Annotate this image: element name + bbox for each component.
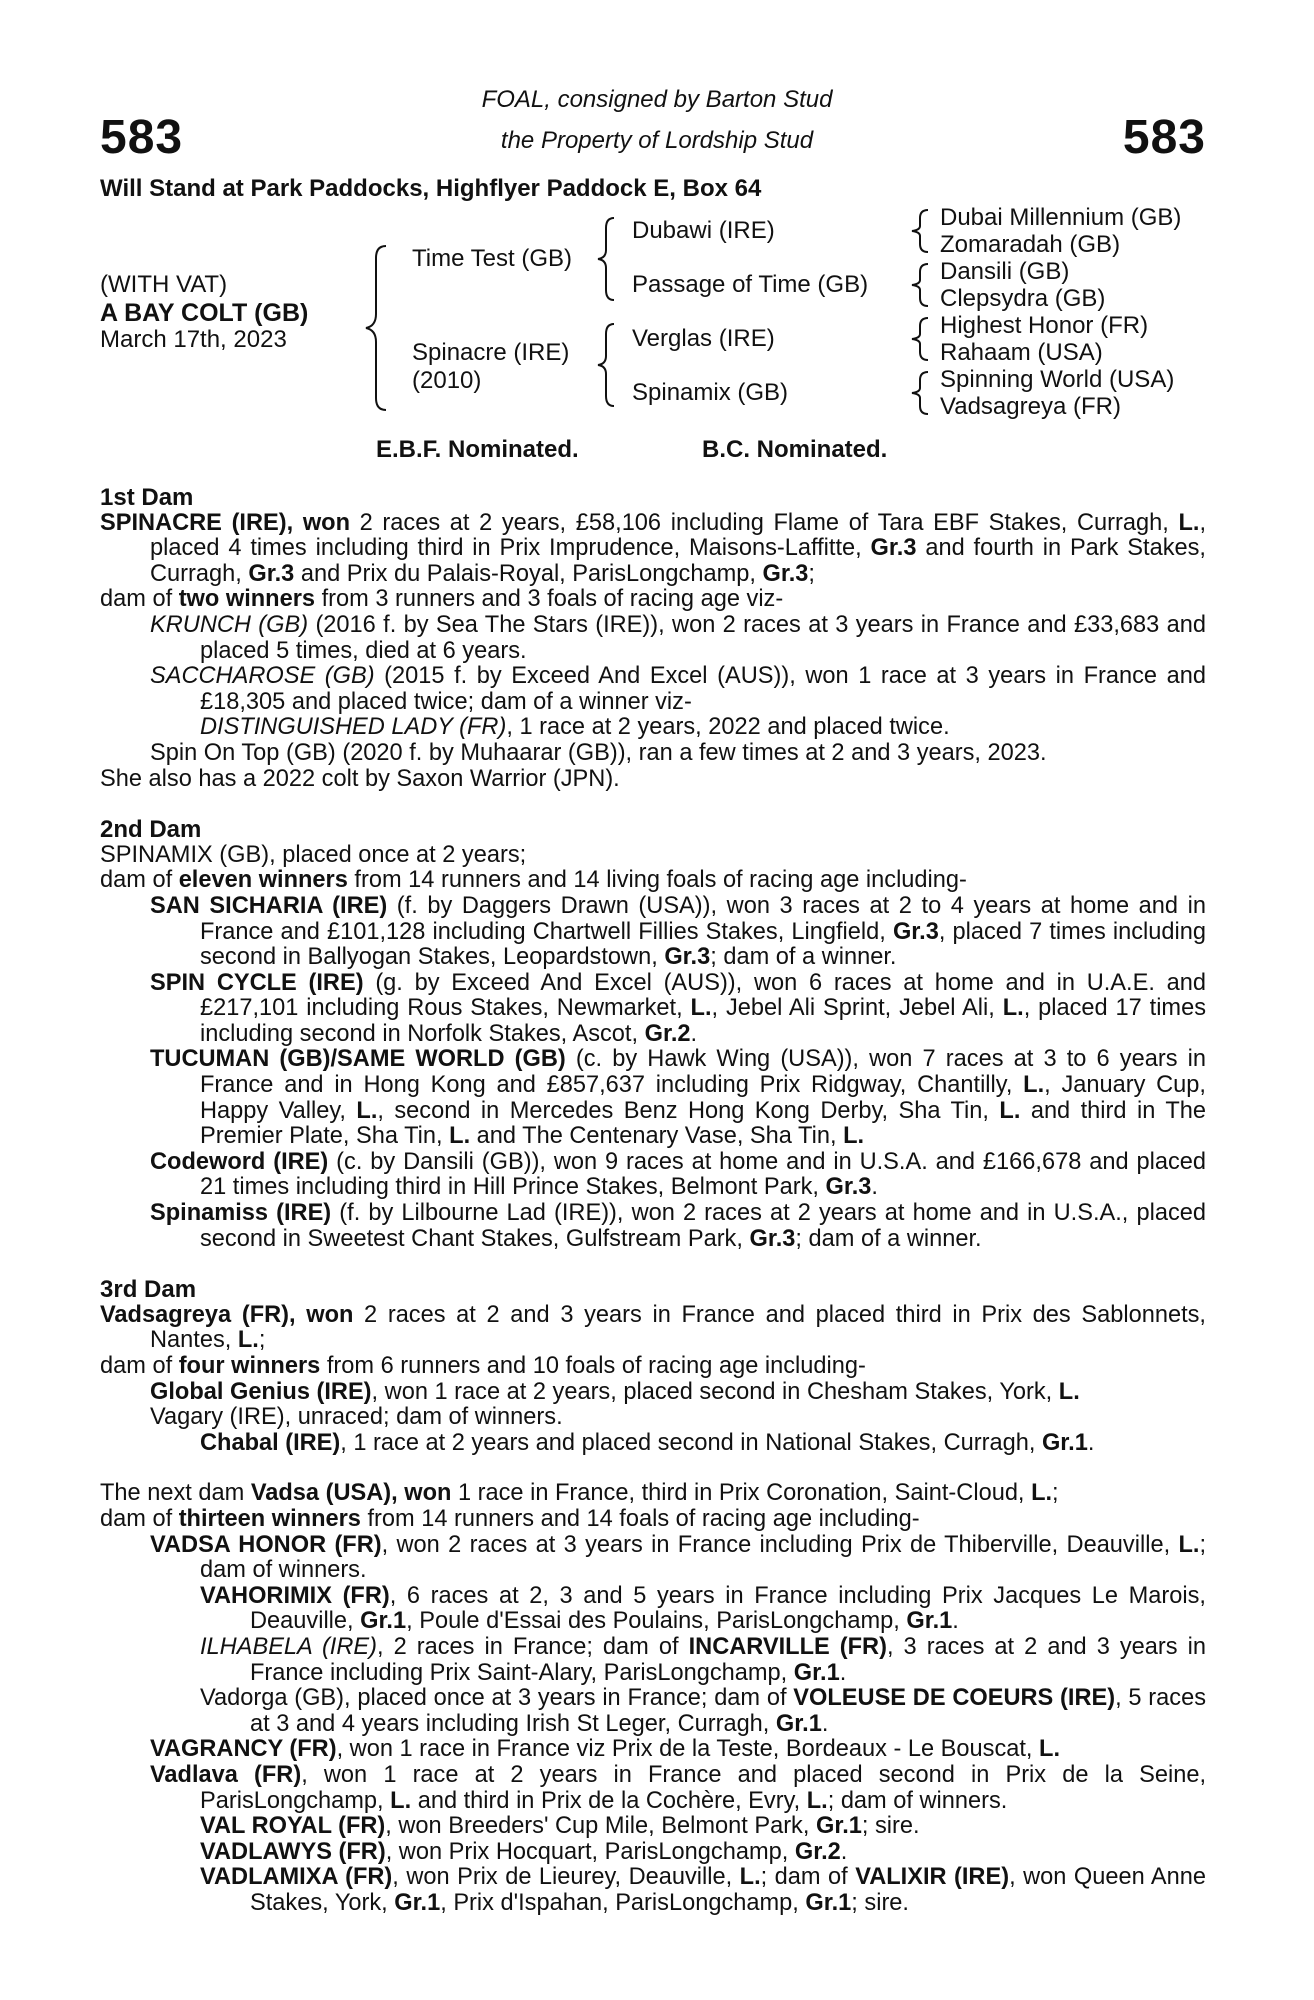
bold-run: SAN SICHARIA (IRE) bbox=[150, 892, 388, 919]
text-run: ; bbox=[808, 560, 815, 587]
bold-run: VAHORIMIX (FR) bbox=[200, 1582, 390, 1609]
text-run: , won Queen Anne Stakes, York, bbox=[250, 1864, 1206, 1916]
text-run: (f. by Lilbourne Lad (IRE)), won 2 races at 2 years at home and in U.S.A., placed second in Sweetest Chant Stakes, Gulfstream Park, bbox=[200, 1200, 1206, 1252]
text-run: , placed 4 times including third in Prix Imprudence, Maisons-Laffitte, bbox=[150, 509, 1206, 562]
produce-entry bbox=[100, 1533, 1206, 1584]
bold-run: L. bbox=[843, 1123, 865, 1150]
text-run: dam of bbox=[100, 1505, 179, 1532]
bold-run: Gr.3 bbox=[870, 535, 917, 562]
catalogue-body bbox=[100, 485, 1206, 1916]
third-dam-produce-summary bbox=[100, 1354, 1206, 1380]
text-run: , 2 races in France; dam of bbox=[377, 1633, 689, 1660]
bc-nomination: B.C. Nominated. bbox=[702, 436, 888, 463]
produce-entry bbox=[100, 1737, 1206, 1763]
bold-run: L. bbox=[690, 995, 712, 1022]
text-run: , 1 race at 2 years, 2022 and placed twice. bbox=[506, 714, 950, 741]
text-run: , won 1 race at 2 years in France and placed second in Prix de la Seine, ParisLongchamp, bbox=[200, 1761, 1207, 1814]
pedigree-dam-year: (2010) bbox=[412, 367, 482, 394]
text-run: , 1 race at 2 years and placed second in National Stakes, Curragh, bbox=[340, 1429, 1042, 1456]
bold-run: VAGRANCY (FR) bbox=[150, 1736, 337, 1763]
text-run: . bbox=[690, 1020, 698, 1047]
text-run: and fourth in Park Stakes, Curragh, bbox=[150, 535, 1206, 587]
italic-run: ILHABELA (IRE) bbox=[200, 1633, 377, 1660]
pedigree-brace-main bbox=[360, 240, 400, 415]
bold-run: VADLAWYS (FR) bbox=[200, 1838, 386, 1865]
italic-run: SACCHAROSE (GB) bbox=[150, 663, 375, 690]
bold-run: two winners bbox=[178, 586, 316, 613]
pedigree-dam-dam: Spinamix (GB) bbox=[632, 379, 789, 406]
second-dam-record bbox=[100, 843, 1206, 869]
text-run: and third in The Premier Plate, Sha Tin, bbox=[200, 1097, 1206, 1150]
property-line: the Property of Lordship Stud bbox=[500, 127, 814, 154]
bold-run: L. bbox=[356, 1097, 378, 1124]
bold-run: TUCUMAN (GB)/SAME WORLD (GB) bbox=[150, 1046, 566, 1073]
text-run: , Jebel Ali Sprint, Jebel Ali, bbox=[711, 995, 1003, 1022]
produce-entry bbox=[100, 1431, 1206, 1457]
produce-entry bbox=[100, 1380, 1206, 1406]
produce-entry bbox=[100, 1814, 1206, 1840]
text-run: ; dam of winners. bbox=[200, 1531, 1206, 1584]
text-run: and The Centenary Vase, Sha Tin, bbox=[470, 1123, 844, 1150]
produce-entry bbox=[100, 613, 1206, 664]
bold-run: SPIN CYCLE (IRE) bbox=[150, 969, 364, 996]
text-run: , placed 7 times including second in Ballyogan Stakes, Leopardstown, bbox=[200, 918, 1206, 971]
produce-entry bbox=[100, 1584, 1206, 1635]
text-run: ; dam of winners. bbox=[827, 1787, 1008, 1814]
text-run: ; dam of a winner. bbox=[710, 944, 897, 971]
text-run: , won 2 races at 3 years in France including Prix de Thiberville, Deauville, bbox=[381, 1531, 1179, 1558]
foaling-date: March 17th, 2023 bbox=[100, 326, 287, 353]
bold-run: Codeword (IRE) bbox=[150, 1148, 329, 1175]
bold-run: L. bbox=[999, 1097, 1021, 1124]
pedigree-sdd: Clepsydra (GB) bbox=[940, 285, 1106, 312]
pedigree-sds: Dansili (GB) bbox=[940, 258, 1070, 285]
second-dam-produce-summary bbox=[100, 868, 1206, 894]
text-run: 2 races at 2 years, £58,106 including Flame of Tara EBF Stakes, Curragh, bbox=[350, 509, 1179, 536]
bold-run: INCARVILLE (FR) bbox=[688, 1633, 887, 1660]
bold-run: L. bbox=[237, 1327, 259, 1354]
text-run: , 6 races at 2, 3 and 5 years in France including Prix Jacques Le Marois, Deauville, bbox=[250, 1582, 1206, 1635]
produce-entry bbox=[100, 1150, 1206, 1201]
text-run: from 3 runners and 3 foals of racing age viz- bbox=[315, 586, 784, 613]
bold-run: VAL ROYAL (FR) bbox=[200, 1813, 386, 1840]
bold-run: L. bbox=[739, 1864, 761, 1891]
produce-entry bbox=[100, 1405, 1206, 1431]
bold-run: Gr.3 bbox=[248, 560, 295, 587]
bold-run: L. bbox=[1058, 1378, 1080, 1405]
bold-run: thirteen winners bbox=[178, 1505, 361, 1532]
bold-run: SPINACRE (IRE), won bbox=[100, 509, 350, 536]
text-run: from 14 runners and 14 living foals of racing age including- bbox=[347, 867, 967, 894]
text-run: (c. by Hawk Wing (USA)), won 7 races at 3 to 6 years in France and in Hong Kong and £857,637 including Prix Ridgway, Chantilly, bbox=[200, 1046, 1206, 1099]
bold-run: Gr.2 bbox=[794, 1838, 841, 1865]
bold-run: Vadlava (FR) bbox=[150, 1761, 302, 1788]
bold-run: Gr.1 bbox=[1041, 1429, 1088, 1456]
text-run: , second in Mercedes Benz Hong Kong Derby, Sha Tin, bbox=[377, 1097, 1000, 1124]
horse-name: A BAY COLT (GB) bbox=[100, 299, 309, 327]
text-run: , January Cup, Happy Valley, bbox=[200, 1072, 1206, 1124]
bold-run: L. bbox=[1031, 1480, 1053, 1507]
text-run: The next dam bbox=[100, 1480, 251, 1507]
bold-run: L. bbox=[1039, 1736, 1061, 1763]
bold-run: Gr.1 bbox=[805, 1889, 852, 1916]
pedigree-brace-grand bbox=[906, 206, 936, 422]
text-run: , Poule d'Essai des Poulains, ParisLongchamp, bbox=[406, 1608, 907, 1635]
text-run: and third in Prix de la Cochère, Evry, bbox=[411, 1787, 807, 1814]
bold-run: VADSA HONOR (FR) bbox=[150, 1531, 382, 1558]
bold-run: eleven winners bbox=[178, 867, 348, 894]
text-run: from 14 runners and 14 foals of racing age including- bbox=[360, 1505, 920, 1532]
produce-entry bbox=[100, 1635, 1206, 1686]
produce-entry bbox=[100, 1686, 1206, 1737]
produce-entry bbox=[100, 1201, 1206, 1252]
bold-run: L. bbox=[1178, 1531, 1200, 1558]
produce-entry bbox=[100, 664, 1206, 715]
third-dam-record bbox=[100, 1303, 1206, 1354]
produce-entry bbox=[100, 741, 1206, 767]
text-run: ; bbox=[1052, 1480, 1059, 1507]
ebf-nomination: E.B.F. Nominated. bbox=[376, 436, 579, 463]
text-run: dam of bbox=[100, 867, 179, 894]
bold-run: Gr.1 bbox=[793, 1659, 840, 1686]
text-run: , won 1 race in France viz Prix de la Teste, Bordeaux - Le Bouscat, bbox=[336, 1736, 1040, 1763]
produce-entry bbox=[100, 715, 1206, 741]
bold-run: L. bbox=[1023, 1072, 1045, 1099]
stand-location: Will Stand at Park Paddocks, Highflyer Paddock E, Box 64 bbox=[100, 175, 762, 202]
text-run: (f. by Daggers Drawn (USA)), won 3 races at 2 to 4 years at home and in France and £101,128 including Chartwell Fillies Stakes, Lingfield, bbox=[200, 892, 1206, 945]
produce-entry bbox=[100, 971, 1206, 1048]
bold-run: L. bbox=[806, 1787, 828, 1814]
consignor-line: FOAL, consigned by Barton Stud bbox=[481, 86, 833, 113]
pedigree-dam: Spinacre (IRE) bbox=[412, 339, 570, 366]
text-run: (c. by Dansili (GB)), won 9 races at home and in U.S.A. and £166,678 and placed 21 times including third in Hill Prince Stakes, Belmont Park, bbox=[200, 1148, 1206, 1201]
text-run: (2015 f. by Exceed And Excel (AUS)), won 1 race at 3 years in France and £18,305 and placed twice; dam of a winner viz- bbox=[200, 663, 1206, 715]
bold-run: VOLEUSE DE COEURS (IRE) bbox=[793, 1685, 1116, 1712]
pedigree-ddd: Vadsagreya (FR) bbox=[940, 393, 1121, 420]
bold-run: Gr.1 bbox=[815, 1813, 862, 1840]
text-run: . bbox=[821, 1710, 829, 1737]
pedigree-sire: Time Test (GB) bbox=[412, 245, 573, 272]
bold-run: Gr.1 bbox=[906, 1608, 953, 1635]
text-run: , 5 races at 3 and 4 years including Irish St Leger, Curragh, bbox=[250, 1685, 1206, 1737]
next-dam-produce-summary bbox=[100, 1507, 1206, 1533]
text-run: 1 race in France, third in Prix Coronation, Saint-Cloud, bbox=[451, 1480, 1032, 1507]
text-run: ; dam of bbox=[760, 1864, 856, 1891]
bold-run: Gr.3 bbox=[762, 560, 809, 587]
bold-run: Gr.3 bbox=[749, 1225, 796, 1252]
text-run: ; sire. bbox=[861, 1813, 920, 1840]
text-run: and Prix du Palais-Royal, ParisLongchamp, bbox=[294, 560, 763, 587]
bold-run: L. bbox=[1178, 509, 1200, 536]
produce-entry bbox=[100, 1763, 1206, 1814]
pedigree-dds: Spinning World (USA) bbox=[940, 366, 1175, 393]
text-run: , 3 races at 2 and 3 years in France including Prix Saint-Alary, ParisLongchamp, bbox=[250, 1633, 1206, 1686]
text-run: , won Breeders' Cup Mile, Belmont Park, bbox=[385, 1813, 816, 1840]
first-dam-record bbox=[100, 511, 1206, 588]
text-run: . bbox=[1087, 1429, 1095, 1456]
bold-run: Gr.1 bbox=[360, 1608, 407, 1635]
text-run: Vadorga (GB), placed once at 3 years in France; dam of bbox=[200, 1685, 794, 1712]
pedigree-dam-sire: Verglas (IRE) bbox=[632, 325, 775, 352]
text-run: ; bbox=[258, 1327, 266, 1354]
pedigree-brace-dam bbox=[594, 318, 624, 410]
text-run: Vagary (IRE), unraced; dam of winners. bbox=[150, 1404, 563, 1431]
produce-entry bbox=[100, 1840, 1206, 1866]
bold-run: VALIXIR (IRE) bbox=[855, 1864, 1010, 1891]
text-run: , won 1 race at 2 years, placed second in Chesham Stakes, York, bbox=[371, 1378, 1059, 1405]
bold-run: Global Genius (IRE) bbox=[150, 1378, 372, 1405]
pedigree-sss: Dubai Millennium (GB) bbox=[940, 204, 1182, 231]
bold-run: Gr.1 bbox=[394, 1889, 441, 1916]
text-run: from 6 runners and 10 foals of racing age including- bbox=[320, 1353, 866, 1379]
text-run: ; sire. bbox=[851, 1889, 909, 1916]
bold-run: Gr.3 bbox=[664, 944, 711, 971]
produce-entry bbox=[100, 1865, 1206, 1916]
text-run: . bbox=[840, 1838, 848, 1865]
first-dam-heading: 1st Dam bbox=[100, 484, 194, 511]
italic-run: KRUNCH (GB) bbox=[150, 611, 309, 638]
third-dam-heading: 3rd Dam bbox=[100, 1276, 197, 1304]
text-run: , won Prix Hocquart, ParisLongchamp, bbox=[385, 1838, 795, 1865]
pedigree-dsd: Rahaam (USA) bbox=[940, 339, 1103, 366]
lot-number-left: 583 bbox=[100, 111, 184, 164]
bold-run: Vadsagreya (FR), won bbox=[100, 1301, 354, 1328]
text-run: (g. by Exceed And Excel (AUS)), won 6 races at home and in U.A.E. and £217,101 including Rous Stakes, Newmarket, bbox=[200, 969, 1206, 1022]
text-run: . bbox=[952, 1608, 959, 1635]
bold-run: L. bbox=[1002, 995, 1024, 1022]
first-dam-produce-summary bbox=[100, 587, 1206, 613]
produce-note bbox=[100, 767, 1206, 793]
bold-run: Gr.3 bbox=[825, 1174, 872, 1201]
produce-entry bbox=[100, 1047, 1206, 1149]
text-run: 2 races at 2 and 3 years in France and placed third in Prix des Sablonnets, Nantes, bbox=[150, 1301, 1206, 1354]
text-run: dam of bbox=[100, 586, 179, 613]
bold-run: Gr.2 bbox=[644, 1020, 691, 1047]
bold-run: L. bbox=[390, 1787, 412, 1814]
pedigree-sire-dam: Passage of Time (GB) bbox=[632, 271, 869, 298]
text-run: SPINAMIX (GB), placed once at 2 years; bbox=[100, 841, 527, 868]
italic-run: DISTINGUISHED LADY (FR) bbox=[200, 714, 507, 741]
next-dam-record bbox=[100, 1481, 1206, 1507]
text-run: , won Prix de Lieurey, Deauville, bbox=[392, 1864, 740, 1891]
text-run: , placed 17 times including second in Norfolk Stakes, Ascot, bbox=[200, 995, 1207, 1047]
bold-run: Gr.3 bbox=[892, 918, 939, 945]
bold-run: Vadsa (USA), won bbox=[250, 1480, 452, 1507]
text-run: dam of bbox=[100, 1353, 179, 1379]
second-dam-heading: 2nd Dam bbox=[100, 816, 202, 844]
pedigree-ssd: Zomaradah (GB) bbox=[940, 231, 1121, 258]
bold-run: Spinamiss (IRE) bbox=[150, 1200, 332, 1227]
bold-run: Gr.1 bbox=[775, 1710, 822, 1737]
bold-run: four winners bbox=[178, 1353, 321, 1379]
vat-note: (WITH VAT) bbox=[100, 271, 228, 298]
text-run: Spin On Top (GB) (2020 f. by Muhaarar (GB)), ran a few times at 2 and 3 years, 2023. bbox=[150, 739, 1047, 766]
text-run: . bbox=[839, 1659, 847, 1686]
pedigree-dss: Highest Honor (FR) bbox=[940, 312, 1149, 339]
text-run: , Prix d'Ispahan, ParisLongchamp, bbox=[440, 1889, 806, 1916]
text-run: She also has a 2022 colt by Saxon Warrior (JPN). bbox=[100, 765, 620, 792]
lot-number-right: 583 bbox=[1122, 111, 1206, 164]
bold-run: Chabal (IRE) bbox=[200, 1429, 341, 1456]
pedigree-sire-sire: Dubawi (IRE) bbox=[632, 217, 775, 244]
text-run: (2016 f. by Sea The Stars (IRE)), won 2 races at 3 years in France and £33,683 and placed 5 times, died at 6 years. bbox=[200, 611, 1206, 664]
pedigree-brace-sire bbox=[594, 212, 624, 304]
text-run: . bbox=[871, 1174, 878, 1201]
text-run: ; dam of a winner. bbox=[795, 1225, 982, 1252]
produce-entry bbox=[100, 894, 1206, 971]
bold-run: VADLAMIXA (FR) bbox=[200, 1864, 393, 1891]
bold-run: L. bbox=[449, 1123, 471, 1150]
